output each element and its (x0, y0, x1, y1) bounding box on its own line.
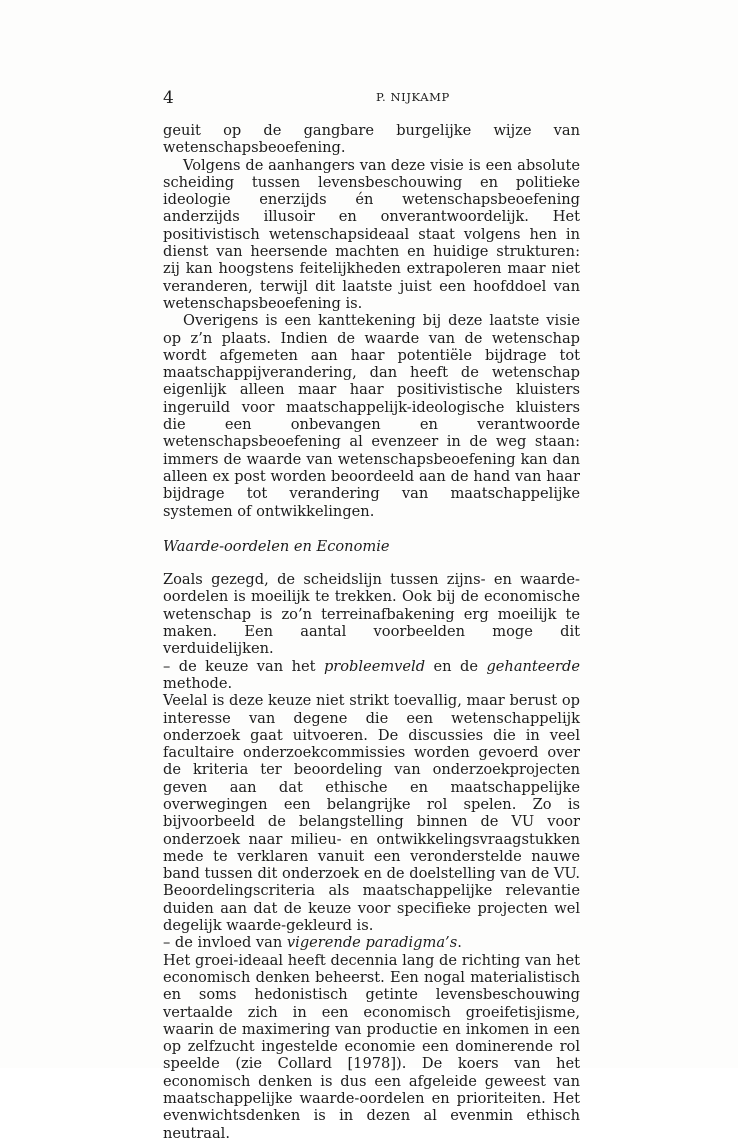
emphasis: probleemveld (323, 657, 426, 675)
list-item-text: methode. (163, 674, 233, 692)
page-number: 4 (163, 88, 175, 108)
paragraph: Veelal is deze keuze niet strikt toevallig, maar berust op interesse van degene die een wetenschappelijk onderzoek gaat uitvoeren. De discussies die in veel facultaire onderzoekcommissies worden gevoerd over de kriteria ter beoordeling van onderzoekprojecten geven aan dat ethische en maatschappelijke overwegingen een belangrijke rol spelen. Zo is bijvoorbeeld de belangstelling binnen de VU voor onderzoek naar milieu- en ontwikkelingsvraagstukken mede te verklaren vanuit een veronderstelde nauwe band tussen dit onderzoek en de doelstelling van de VU. Beoordelingscriteria als maatschappelijke relevantie duiden aan dat de keuze voor specifieke projecten wel degelijk waarde-gekleurd is. (163, 692, 580, 935)
section-heading: Waarde-oordelen en Economie (163, 537, 390, 555)
list-item-text: – de keuze van het (163, 657, 324, 675)
body-text (163, 122, 580, 1142)
running-head: P. NIJKAMP (376, 90, 450, 104)
list-item-text: . (457, 934, 462, 952)
list-item (163, 658, 580, 693)
page-header (163, 88, 577, 110)
emphasis: gehanteerde (486, 657, 581, 675)
list-item-text: – de invloed van (163, 934, 287, 952)
paragraph: Zoals gezegd, de scheidslijn tussen zijns- en waarde-oordelen is moeilijk te trekken. Ook bij de economische wetenschap is zo’n terreinafbakening erg moeilijk te maken. Een aantal voorbeelden moge dit verduidelijken. (163, 571, 580, 658)
paragraph: geuit op de gangbare burgelijke wijze van wetenschapsbeoefening. (163, 122, 580, 157)
emphasis: vigerende paradigma’s (286, 934, 458, 952)
paragraph: Overigens is een kanttekening bij deze laatste visie op z’n plaats. Indien de waarde van de wetenschap wordt afgemeten aan haar potentiële bijdrage tot maatschappijverandering, dan heeft de wetenschap eigenlijk alleen maar haar positivistische kluisters ingeruild voor maatschappelijk-ideologische kluisters die een onbevangen en verantwoorde wetenschapsbeoefening al evenzeer in de weg staan: immers de waarde van wetenschapsbeoefening kan dan alleen ex post worden beoordeeld aan de hand van haar bijdrage tot verandering van maatschappelijke systemen of ontwikkelingen. (163, 312, 580, 520)
list-item-text: en de (425, 657, 487, 675)
list-item (163, 934, 580, 951)
paragraph: Het groei-ideaal heeft decennia lang de richting van het economisch denken beheerst. Een nogal materialistisch en soms hedonistisch getinte levensbeschouwing vertaalde zich in een economisch groeifetisjisme, waarin de maximering van productie en inkomen in een op zelfzucht ingestelde economie een dominerende rol speelde (zie Collard [1978]). De koers van het economisch denken is dus een afgeleide geweest van maatschappelijke waarde-oordelen en prioriteiten. Het evenwichtsdenken is in dezen al evenmin ethisch neutraal. (163, 951, 580, 1142)
paragraph: Volgens de aanhangers van deze visie is een absolute scheiding tussen levensbeschouwing en politieke ideologie enerzijds én wetenschapsbeoefening anderzijds illusoir en onverantwoordelijk. Het positivistisch wetenschapsideaal staat volgens hen in dienst van heersende machten en huidige strukturen: zij kan hoogstens feitelijkheden extrapoleren maar niet veranderen, terwijl dit laatste juist een hoofddoel van wetenschapsbeoefening is. (163, 156, 580, 312)
